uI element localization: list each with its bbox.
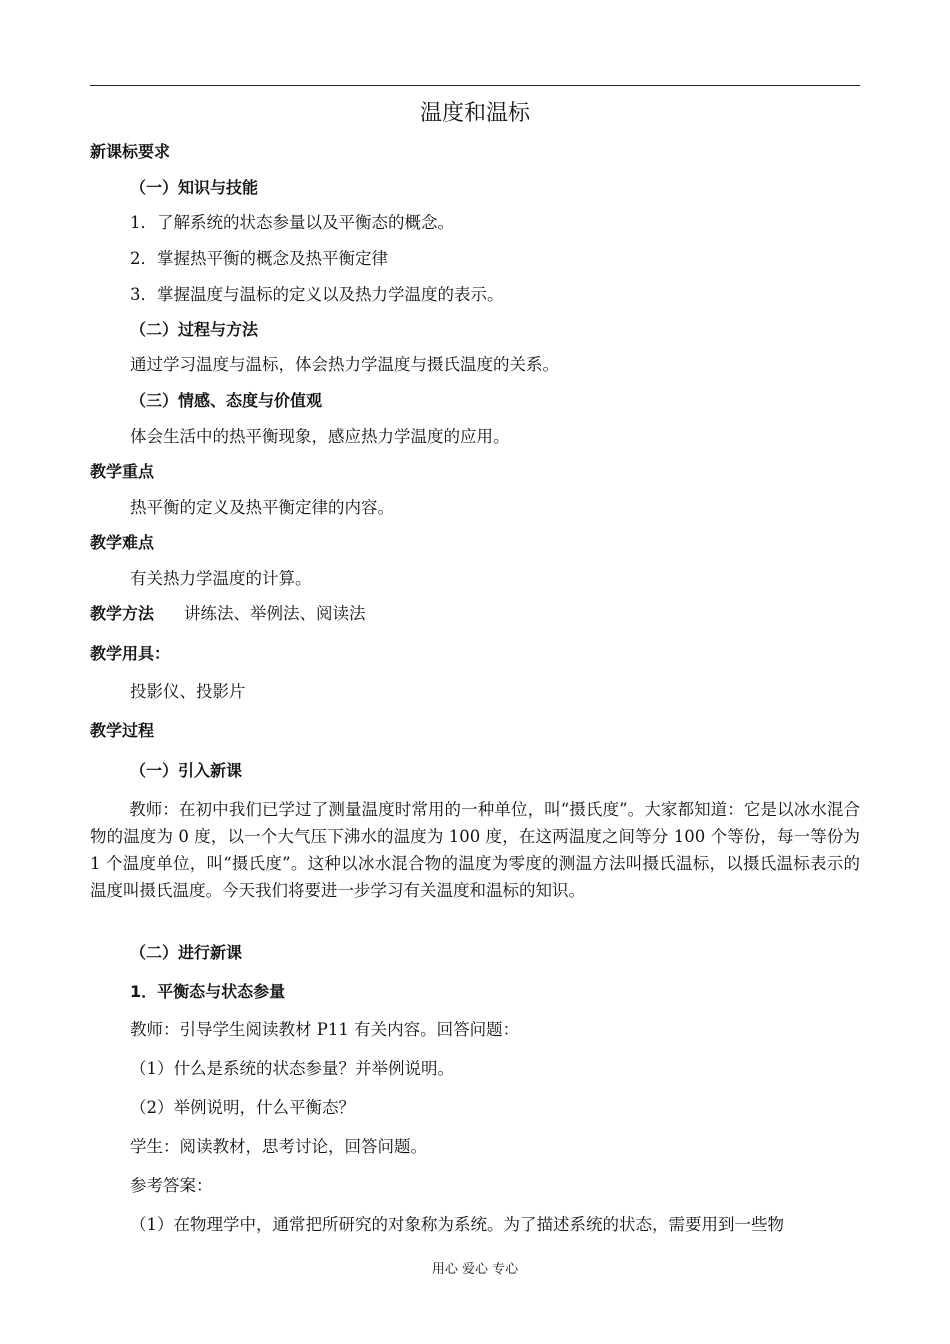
method-text: 讲练法、举例法、阅读法 <box>184 604 366 623</box>
difficulty-heading: 教学难点 <box>90 533 155 552</box>
page-title: 温度和温标 <box>419 101 530 126</box>
knowledge-heading: （一）知识与技能 <box>130 178 259 197</box>
knowledge-item-2: 2．掌握热平衡的概念及热平衡定律 <box>130 249 388 268</box>
header-rule <box>90 85 860 86</box>
method-line <box>90 603 366 625</box>
difficulty-text: 有关热力学温度的计算。 <box>130 569 312 588</box>
key-text: 热平衡的定义及热平衡定律的内容。 <box>130 498 394 517</box>
process-text: 通过学习温度与温标，体会热力学温度与摄氏温度的关系。 <box>130 355 559 374</box>
intro-paragraph-text: 教师：在初中我们已学过了测量温度时常用的一种单位，叫“摄氏度”。大家都知道：它是以冰水混合物的温度为 0 度，以一个大气压下沸水的温度为 100 度，在这两温度之间等分 100 个等份，每一等份为 1 个温度单位，叫“摄氏度”。这种以冰水混合物的温度为零度的测温方法叫摄氏温标，以摄氏温标表示的温度叫摄氏温度。今天我们将要进一步学习有关温度和温标的知识。 <box>90 800 860 900</box>
intro-paragraph <box>90 796 860 904</box>
page-footer: 用心 爱心 专心 <box>431 1262 519 1277</box>
method-heading: 教学方法 <box>90 604 155 623</box>
process-heading: （二）过程与方法 <box>130 320 259 339</box>
process-main-heading: 教学过程 <box>90 721 155 740</box>
emotion-text: 体会生活中的热平衡现象，感应热力学温度的应用。 <box>130 427 510 446</box>
question-2: （2）举例说明，什么平衡态？ <box>130 1098 355 1117</box>
question-1: （1）什么是系统的状态参量？并举例说明。 <box>130 1059 454 1078</box>
new-lesson-heading: （二）进行新课 <box>130 943 243 962</box>
topic1-heading: 1．平衡态与状态参量 <box>130 982 286 1001</box>
intro-heading: （一）引入新课 <box>130 761 243 780</box>
curriculum-heading: 新课标要求 <box>90 142 171 161</box>
tools-text: 投影仪、投影片 <box>130 682 246 701</box>
answer-1: （1）在物理学中，通常把所研究的对象称为系统。为了描述系统的状态，需要用到一些物 <box>130 1215 784 1234</box>
answer-label: 参考答案： <box>130 1176 213 1195</box>
key-heading: 教学重点 <box>90 462 155 481</box>
teacher-guide: 教师：引导学生阅读教材 P11 有关内容。回答问题： <box>130 1020 520 1039</box>
emotion-heading: （三）情感、态度与价值观 <box>130 391 323 410</box>
tools-heading: 教学用具： <box>90 644 171 663</box>
knowledge-item-3: 3．掌握温度与温标的定义以及热力学温度的表示。 <box>130 285 504 304</box>
student-text: 学生：阅读教材，思考讨论，回答问题。 <box>130 1137 427 1156</box>
knowledge-item-1: 1．了解系统的状态参量以及平衡态的概念。 <box>130 213 454 232</box>
